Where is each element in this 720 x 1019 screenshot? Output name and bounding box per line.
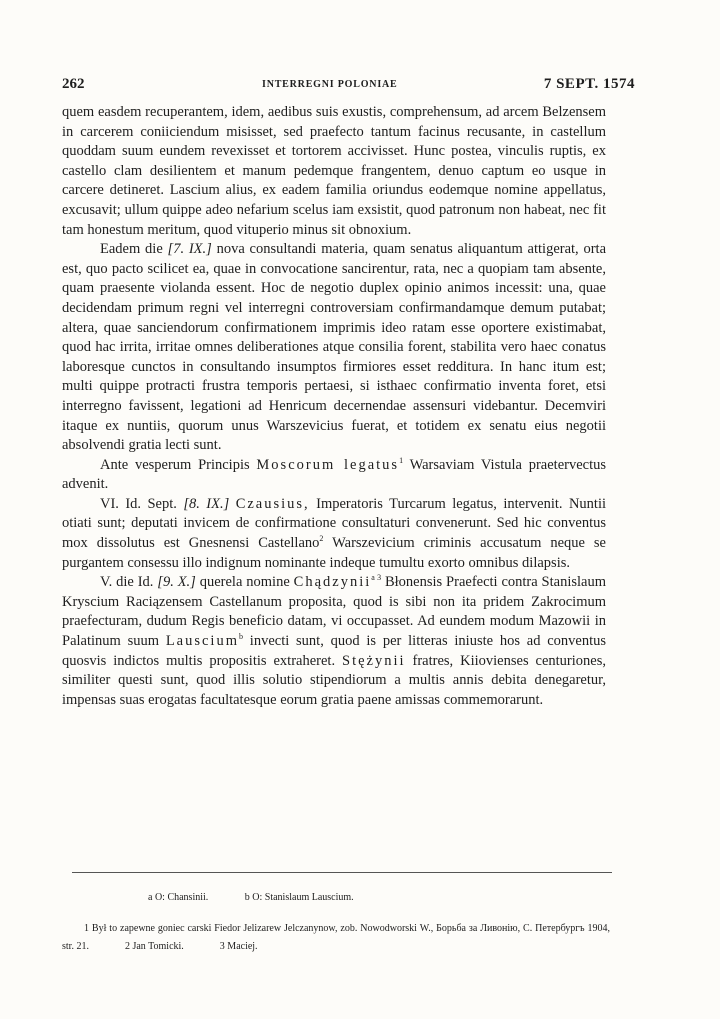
paragraph-4-start: VI. Id. Sept. [100, 495, 177, 512]
header-date: 7 SEPT. 1574 [543, 76, 635, 92]
footnote-marker: a 3 [371, 573, 382, 583]
footnote-3: 3 Maciej. [219, 941, 258, 952]
paragraph-4 [62, 495, 606, 573]
footnote-divider [72, 872, 612, 873]
paragraph-5-start: V. die Id. [100, 574, 154, 591]
paragraph-3-text: Warsaviam Vistula praetervectus advenit. [62, 456, 606, 493]
date-reference: [8. IX.] [183, 495, 230, 512]
paragraph-5-text-2: Błonensis Praefecti contra Stanislaum Kryscium Raciązensem Castellanum proposita, quod is sibi non ita pridem Zakrocimum praefecturam, dudum Regis beneficio datam, vi occupasset. Ad eundem modum Mazowii in Palatinum suum [62, 574, 607, 650]
footnotes [62, 920, 610, 956]
page-number: 262 [62, 76, 85, 92]
footnote-marker: 1 [399, 455, 404, 465]
paragraph-3-start: Ante vesperum Principis [100, 456, 250, 473]
footnote-2: 2 Jan Tomicki. [124, 941, 184, 952]
paragraph-5-text: querela nomine [199, 574, 290, 591]
paragraph-2-text: nova consultandi materia, quam senatus aliquantum attigerat, orta est, quo pacto scilicet ea, quae in convocatione sancirentur, rata, nec a quopiam tam absente, quam praesente violanda essent. Hoc de negotio duplex opinio animos incessit: una, quae decidendam primum regni vel interregni controversiam confirmandamque demum putabat; altera, quae sanciendorum confirmationem imprimis ideo ratam esse oportere existimabat, quod hac irrita, irritae omnes deliberationes atque consilia forent, stabilita vero haec conatus laboresque cunctos in consultando insumptos firmiores esset redditura. In hanc itum est; multi quippe protracti frustra temporis pertaesi, si isthaec confirmatio inventa foret, etsi interregno favissent, legationi ad Henricum decernendae assensuri videbantur. Decemviri itaque ex nuntiis, quorum unus Warszevicius fuerat, et totidem ex senatu eius negotii absolvendi gratia lecti sunt. [62, 241, 606, 454]
footnote-1: 1 Był to zapewne goniec carski Fiedor Jelizarew Jelczanynow, zob. Nowodworski W., Борьба за Ливонію, С. Петербургъ 1904, str. 21. [62, 923, 610, 952]
critical-apparatus [148, 892, 388, 903]
spaced-name: Chądzynii [293, 574, 372, 591]
running-title: INTERREGNI POLONIAE [262, 79, 398, 90]
spaced-name: Czausius, [235, 495, 310, 512]
footnote-marker: 2 [319, 534, 324, 544]
paragraph-3 [62, 456, 606, 495]
paragraph-4-text: Imperatoris Turcarum legatus, intervenit. Nuntii otiati sunt; deputati invicem de confirmatione consultaturi convenerunt. Sed hic conventus mox dissolutus est Gnesnensi Castellano [62, 495, 607, 552]
paragraph-5-text-3: invecti sunt, quod is per litteras iniuste hos ad conventus quosvis indictos multis propositis extraheret. [62, 633, 607, 669]
paragraph-5-text-4: fratres, Kiiovienses centuriones, similiter questi sunt, quod illis solutio stipendiorum a multis annis debita denegaretur, impensas suas erogatas facultatesque eorum gratia paene amissas commemorarunt. [62, 652, 606, 708]
footnote-line [62, 920, 610, 956]
date-reference: [9. X.] [157, 574, 196, 591]
paragraph-2-start: Eadem die [100, 241, 163, 258]
paragraph-5 [62, 573, 606, 710]
page-header [62, 76, 635, 96]
paragraph-1: quem easdem recuperantem, idem, aedibus suis exustis, comprehensum, ad arcem Belzensem in carcerem coniiciendum misisset, sed praefecto tantum facinus recusante, in castellum quoddam suum eundem revexisset et tortorem accivisset. Hunc postea, vinculis ruptis, ex castello clam desilientem et manum pedemque frangentem, denuo captum eo usque in carcere detineret. Lascium alius, ex eadem familia oriundus eodemque nomine appellatus, excusavit; ullum quippe adeo nefarium scelus iam exsistit, quod patronum non habeat, nec fit tam honestum meritum, quod vituperio minus sit obnoxium. [62, 104, 606, 238]
spaced-name: Stężynii [342, 652, 406, 669]
paragraph-4-end: Warszevicium criminis accusatum neque se purgantem consessu illo indignum nominante indeque tumultu exorto omnibus dilapsis. [62, 535, 606, 571]
footnote-marker: b [239, 632, 243, 642]
paragraph-2 [62, 240, 606, 456]
apparatus-note-a: a O: Chansinii. [148, 892, 209, 903]
apparatus-note-b: b O: Stanislaum Lauscium. [244, 892, 354, 903]
spaced-name: Moscorum legatus [256, 456, 400, 473]
main-text [62, 103, 606, 710]
date-reference: [7. IX.] [167, 241, 212, 258]
spaced-name: Lauscium [165, 633, 239, 650]
